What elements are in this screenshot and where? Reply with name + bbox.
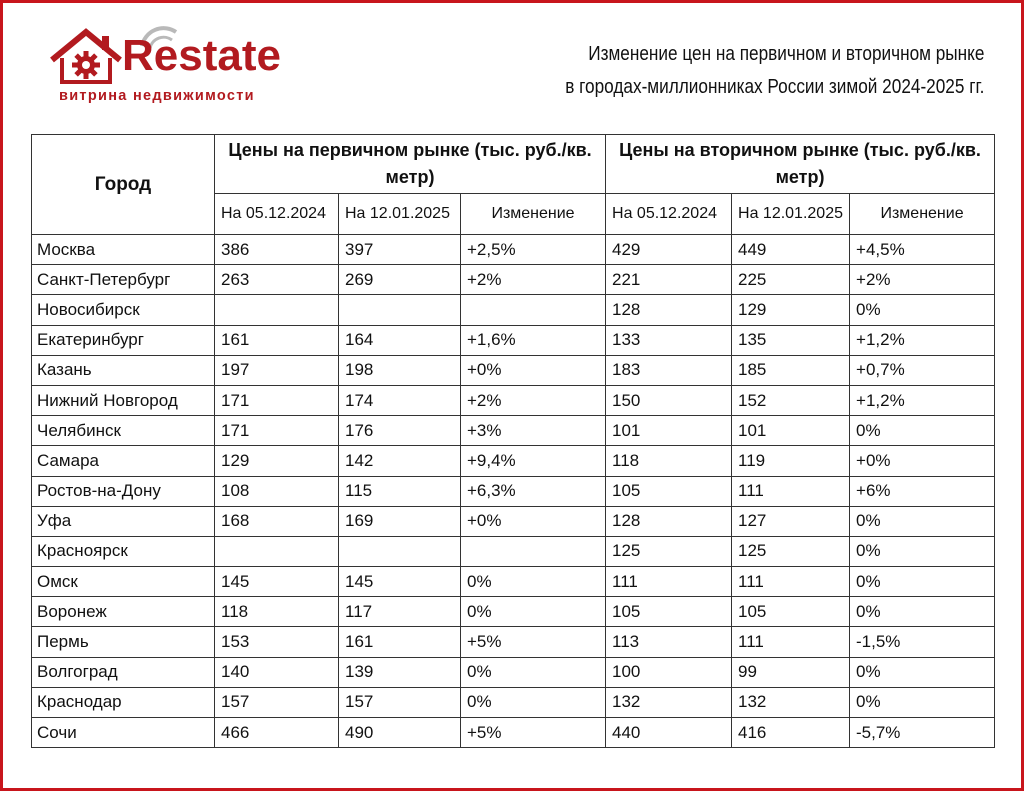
cell-secondary-change: 0%	[850, 295, 995, 325]
column-header-secondary-date-2: На 12.01.2025	[732, 194, 850, 235]
cell-city: Челябинск	[32, 416, 215, 446]
table-row	[32, 627, 995, 657]
cell-primary-date-1: 171	[215, 416, 339, 446]
cell-secondary-date-1: 440	[606, 718, 732, 748]
cell-secondary-date-1: 100	[606, 657, 732, 687]
cell-city: Санкт-Петербург	[32, 265, 215, 295]
cell-primary-date-1: 197	[215, 355, 339, 385]
cell-city: Казань	[32, 355, 215, 385]
cell-primary-date-2: 169	[339, 506, 461, 536]
cell-primary-date-2: 139	[339, 657, 461, 687]
cell-secondary-date-2: 105	[732, 597, 850, 627]
cell-secondary-date-1: 113	[606, 627, 732, 657]
cell-primary-date-1	[215, 295, 339, 325]
page-title	[565, 38, 984, 104]
cell-city: Красноярск	[32, 536, 215, 566]
table-row	[32, 506, 995, 536]
cell-primary-change: +6,3%	[461, 476, 606, 506]
secondary-market-header: Цены на вторичном рынке (тыс. руб./кв. метр)	[606, 135, 995, 194]
cell-city: Омск	[32, 567, 215, 597]
cell-primary-change: +0%	[461, 355, 606, 385]
cell-secondary-change: +1,2%	[850, 325, 995, 355]
cell-secondary-date-1: 429	[606, 235, 732, 265]
cell-primary-date-2: 490	[339, 718, 461, 748]
table-row	[32, 265, 995, 295]
cell-primary-date-2: 269	[339, 265, 461, 295]
table-row	[32, 718, 995, 748]
cell-primary-date-1: 145	[215, 567, 339, 597]
cell-primary-date-1: 108	[215, 476, 339, 506]
cell-primary-change: 0%	[461, 687, 606, 717]
cell-secondary-date-1: 105	[606, 597, 732, 627]
cell-secondary-date-2: 111	[732, 567, 850, 597]
cell-secondary-date-2: 152	[732, 385, 850, 415]
table-row	[32, 657, 995, 687]
restate-logo[interactable]	[48, 22, 308, 108]
cell-secondary-date-2: 135	[732, 325, 850, 355]
cell-city: Самара	[32, 446, 215, 476]
cell-secondary-change: +2%	[850, 265, 995, 295]
cell-primary-change: +0%	[461, 506, 606, 536]
cell-secondary-date-1: 133	[606, 325, 732, 355]
cell-city: Новосибирск	[32, 295, 215, 325]
cell-secondary-date-2: 129	[732, 295, 850, 325]
cell-primary-date-1	[215, 536, 339, 566]
cell-primary-change	[461, 295, 606, 325]
cell-primary-date-1: 168	[215, 506, 339, 536]
table-row	[32, 687, 995, 717]
cell-city: Уфа	[32, 506, 215, 536]
cell-secondary-change: 0%	[850, 416, 995, 446]
cell-secondary-date-1: 105	[606, 476, 732, 506]
cell-secondary-date-1: 183	[606, 355, 732, 385]
cell-secondary-change: +0,7%	[850, 355, 995, 385]
cell-city: Москва	[32, 235, 215, 265]
cell-primary-date-2: 397	[339, 235, 461, 265]
cell-secondary-change: +1,2%	[850, 385, 995, 415]
house-gear-icon	[48, 26, 126, 88]
header-row	[32, 135, 995, 194]
cell-secondary-change: 0%	[850, 506, 995, 536]
cell-primary-date-1: 157	[215, 687, 339, 717]
table-row	[32, 235, 995, 265]
cell-primary-date-1: 153	[215, 627, 339, 657]
cell-secondary-change: -1,5%	[850, 627, 995, 657]
cell-secondary-change: 0%	[850, 657, 995, 687]
brand-name: Restate	[122, 31, 281, 80]
cell-city: Нижний Новгород	[32, 385, 215, 415]
cell-city: Сочи	[32, 718, 215, 748]
cell-primary-change: +9,4%	[461, 446, 606, 476]
cell-secondary-date-2: 449	[732, 235, 850, 265]
cell-primary-date-2: 115	[339, 476, 461, 506]
cell-secondary-date-1: 221	[606, 265, 732, 295]
table-row	[32, 355, 995, 385]
cell-secondary-change: +6%	[850, 476, 995, 506]
table-row	[32, 385, 995, 415]
table-row	[32, 325, 995, 355]
cell-secondary-date-1: 101	[606, 416, 732, 446]
cell-primary-date-2: 157	[339, 687, 461, 717]
cell-secondary-date-2: 99	[732, 657, 850, 687]
column-header-primary-date-2: На 12.01.2025	[339, 194, 461, 235]
cell-city: Пермь	[32, 627, 215, 657]
cell-primary-date-2: 174	[339, 385, 461, 415]
column-header-secondary-date-1: На 05.12.2024	[606, 194, 732, 235]
table-row	[32, 295, 995, 325]
cell-secondary-change: 0%	[850, 567, 995, 597]
cell-secondary-date-2: 111	[732, 476, 850, 506]
cell-secondary-change: 0%	[850, 597, 995, 627]
cell-primary-change: +2,5%	[461, 235, 606, 265]
cell-primary-date-2	[339, 536, 461, 566]
title-line-1: Изменение цен на первичном и вторичном рынке	[587, 43, 984, 65]
cell-primary-change	[461, 536, 606, 566]
cell-secondary-change: +0%	[850, 446, 995, 476]
cell-city: Волгоград	[32, 657, 215, 687]
cell-secondary-date-2: 132	[732, 687, 850, 717]
cell-primary-date-2: 164	[339, 325, 461, 355]
cell-primary-date-1: 466	[215, 718, 339, 748]
cell-primary-date-2: 198	[339, 355, 461, 385]
cell-secondary-change: +4,5%	[850, 235, 995, 265]
table-body	[32, 235, 995, 748]
primary-market-header: Цены на первичном рынке (тыс. руб./кв. метр)	[215, 135, 606, 194]
cell-secondary-date-1: 132	[606, 687, 732, 717]
cell-secondary-date-2: 225	[732, 265, 850, 295]
cell-secondary-date-2: 111	[732, 627, 850, 657]
column-header-secondary-change: Изменение	[850, 194, 995, 235]
cell-secondary-date-1: 125	[606, 536, 732, 566]
city-column-header: Город	[32, 135, 215, 235]
cell-primary-date-2: 142	[339, 446, 461, 476]
cell-secondary-date-2: 125	[732, 536, 850, 566]
cell-primary-change: +2%	[461, 265, 606, 295]
cell-secondary-date-1: 128	[606, 295, 732, 325]
cell-primary-date-1: 263	[215, 265, 339, 295]
cell-city: Воронеж	[32, 597, 215, 627]
column-header-primary-change: Изменение	[461, 194, 606, 235]
column-header-primary-date-1: На 05.12.2024	[215, 194, 339, 235]
cell-primary-date-1: 118	[215, 597, 339, 627]
table-row	[32, 446, 995, 476]
cell-city: Ростов-на-Дону	[32, 476, 215, 506]
cell-primary-date-1: 386	[215, 235, 339, 265]
table-row	[32, 536, 995, 566]
cell-secondary-date-2: 127	[732, 506, 850, 536]
table-row	[32, 567, 995, 597]
cell-primary-date-1: 129	[215, 446, 339, 476]
cell-primary-change: +2%	[461, 385, 606, 415]
cell-primary-change: +1,6%	[461, 325, 606, 355]
cell-primary-date-2: 176	[339, 416, 461, 446]
cell-city: Екатеринбург	[32, 325, 215, 355]
title-line-2: в городах-миллионниках России зимой 2024-2025 гг.	[564, 76, 984, 98]
cell-secondary-date-1: 150	[606, 385, 732, 415]
cell-city: Краснодар	[32, 687, 215, 717]
cell-secondary-date-1: 118	[606, 446, 732, 476]
cell-primary-change: +5%	[461, 718, 606, 748]
cell-secondary-change: 0%	[850, 687, 995, 717]
cell-primary-change: +3%	[461, 416, 606, 446]
cell-primary-change: 0%	[461, 567, 606, 597]
cell-secondary-date-1: 111	[606, 567, 732, 597]
cell-primary-date-1: 140	[215, 657, 339, 687]
cell-primary-date-2	[339, 295, 461, 325]
cell-primary-date-1: 161	[215, 325, 339, 355]
cell-primary-change: 0%	[461, 597, 606, 627]
cell-secondary-date-2: 416	[732, 718, 850, 748]
cell-primary-date-2: 161	[339, 627, 461, 657]
cell-primary-date-2: 145	[339, 567, 461, 597]
cell-secondary-date-2: 101	[732, 416, 850, 446]
cell-secondary-date-2: 185	[732, 355, 850, 385]
cell-primary-date-1: 171	[215, 385, 339, 415]
cell-primary-change: 0%	[461, 657, 606, 687]
brand-tagline: витрина недвижимости	[59, 88, 255, 104]
cell-secondary-change: -5,7%	[850, 718, 995, 748]
table-row	[32, 597, 995, 627]
cell-secondary-change: 0%	[850, 536, 995, 566]
table-row	[32, 476, 995, 506]
cell-primary-date-2: 117	[339, 597, 461, 627]
cell-secondary-date-1: 128	[606, 506, 732, 536]
price-table	[31, 134, 995, 748]
cell-primary-change: +5%	[461, 627, 606, 657]
table-row	[32, 416, 995, 446]
cell-secondary-date-2: 119	[732, 446, 850, 476]
